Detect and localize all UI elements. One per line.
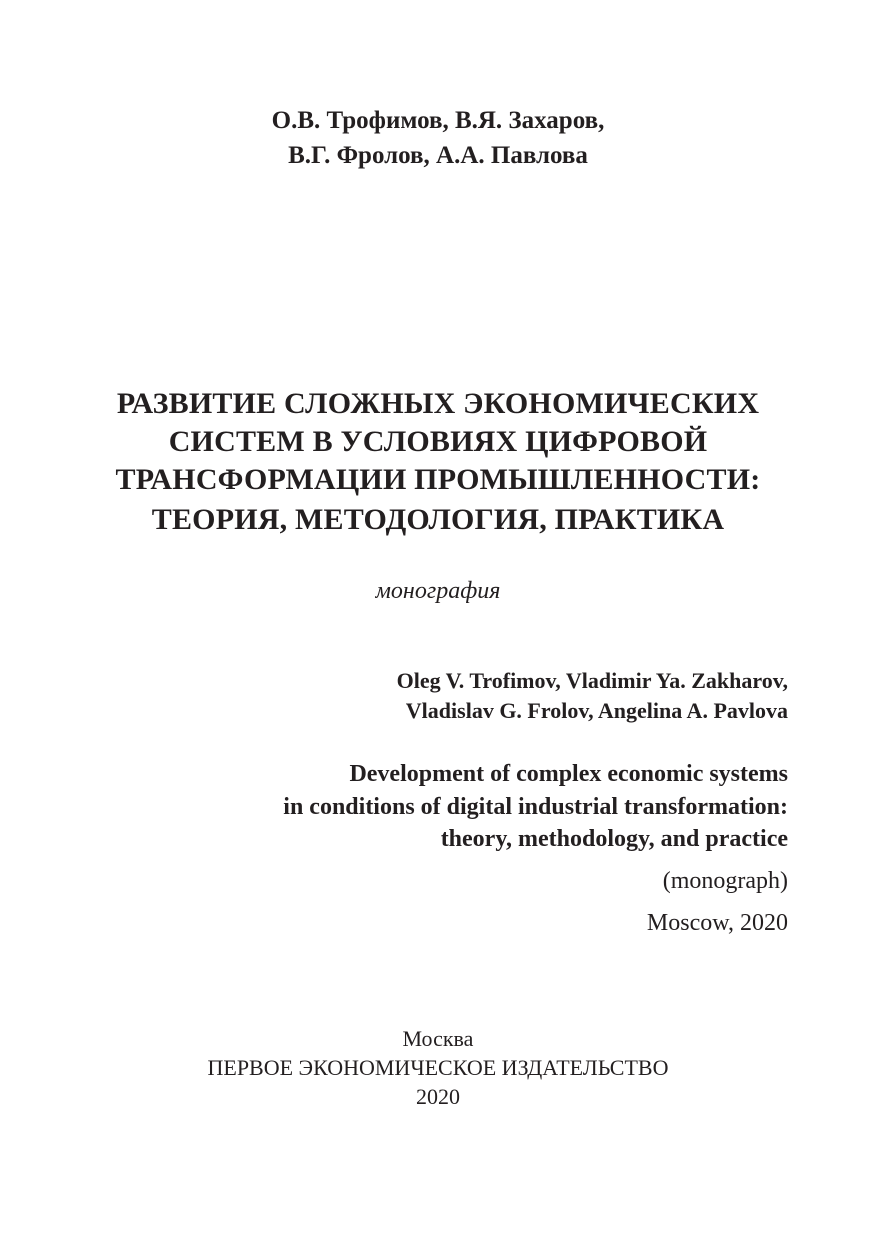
imprint-year: 2020	[416, 1084, 460, 1109]
title-ru-line-3: ТРАНСФОРМАЦИИ ПРОМЫШЛЕННОСТИ:	[115, 463, 761, 496]
imprint-city: Москва	[402, 1026, 474, 1051]
authors-ru-line-2: В.Г. Фролов, А.А. Павлова	[288, 142, 588, 169]
title-en-line-1: Development of complex economic systems	[349, 761, 788, 787]
authors-en-line-1: Oleg V. Trofimov, Vladimir Ya. Zakharov,	[396, 668, 788, 693]
title-en-line-3: theory, methodology, and practice	[440, 826, 788, 852]
genre-ru: монография	[375, 578, 501, 604]
title-ru-line-4: ТЕОРИЯ, МЕТОДОЛОГИЯ, ПРАКТИКА	[151, 503, 725, 536]
authors-ru-line-1: О.В. Трофимов, В.Я. Захаров,	[271, 107, 605, 134]
genre-en: (monograph)	[662, 868, 788, 894]
authors-en-line-2: Vladislav G. Frolov, Angelina A. Pavlova	[405, 698, 788, 723]
title-ru-line-1: РАЗВИТИЕ СЛОЖНЫХ ЭКОНОМИЧЕСКИХ	[116, 387, 760, 420]
imprint-publisher: ПЕРВОЕ ЭКОНОМИЧЕСКОЕ ИЗДАТЕЛЬСТВО	[207, 1055, 669, 1080]
place-year-en: Moscow, 2020	[646, 910, 788, 936]
title-en-line-2: in conditions of digital industrial transformation:	[283, 794, 788, 820]
title-ru-line-2: СИСТЕМ В УСЛОВИЯХ ЦИФРОВОЙ	[168, 425, 708, 458]
